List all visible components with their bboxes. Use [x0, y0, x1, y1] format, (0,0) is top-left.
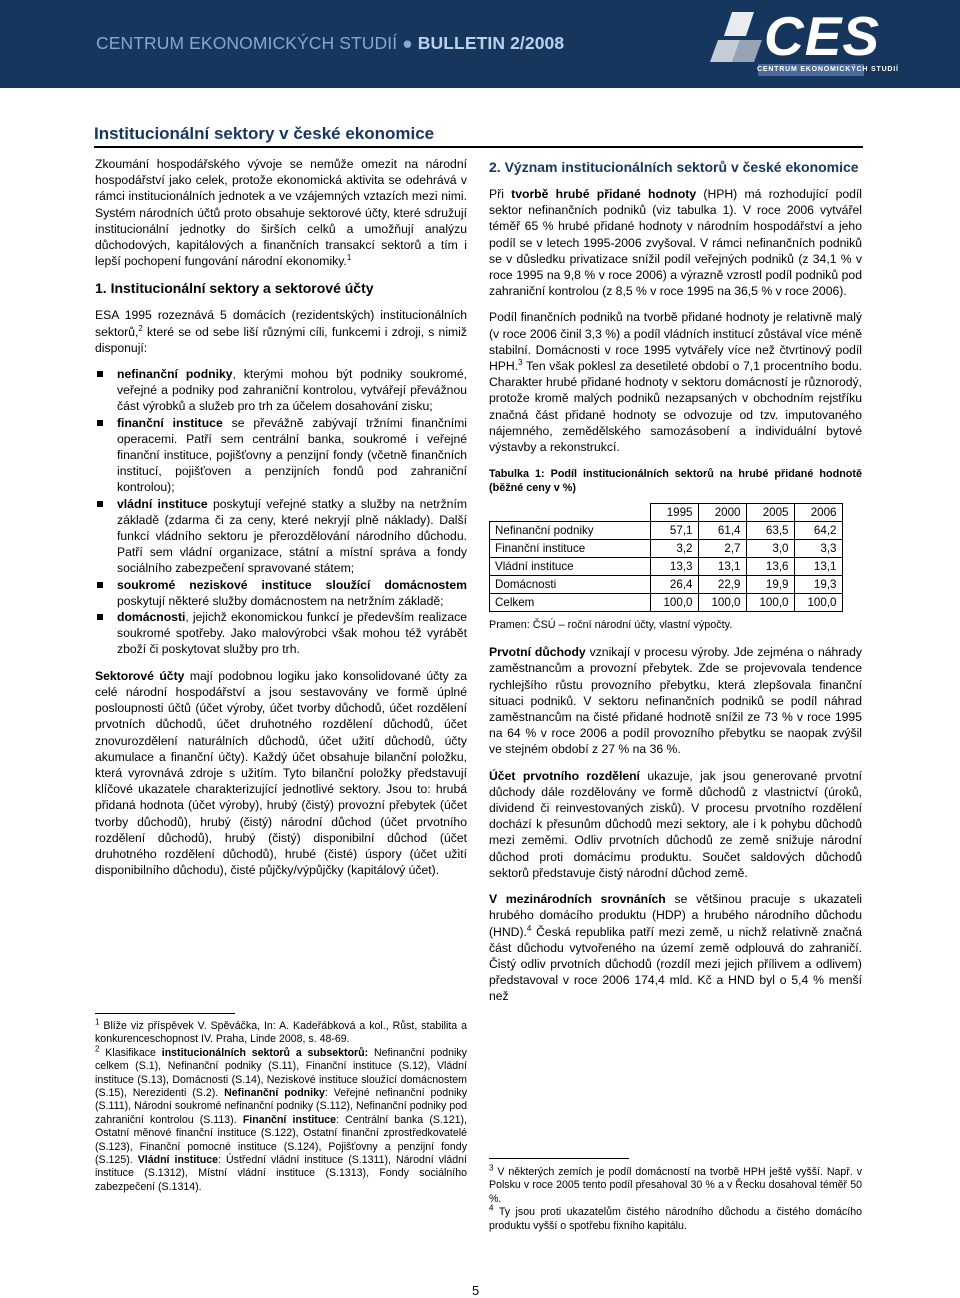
table-corner-cell: [490, 504, 651, 522]
table-cell: 19,3: [794, 576, 842, 594]
table-cell: 2,7: [698, 540, 746, 558]
table-cell: 3,2: [650, 540, 698, 558]
list-item: vládní instituce poskytují veřejné statky a služby na netržním základě (zdarma či za ceny, které nekryjí plně náklady). Další funkcí vládního sektoru je přerozdělování národního důchodu. Patří sem vládní organizace, státní a místní správa a fondy sociálního zabezpečení spravované státem;: [95, 496, 467, 577]
title-rule: [94, 146, 863, 148]
table-cell: 3,3: [794, 540, 842, 558]
footnote-rule-left: [95, 1013, 235, 1014]
table-cell: 13,1: [794, 558, 842, 576]
table-cell: 13,6: [746, 558, 794, 576]
page-number: 5: [472, 1283, 480, 1298]
table-cell: 63,5: [746, 522, 794, 540]
table-row-label: Domácnosti: [490, 576, 651, 594]
right-column: [489, 158, 862, 1005]
table-header-cell: 2005: [746, 504, 794, 522]
left-footnotes: [95, 1017, 467, 1194]
table-cell: 3,0: [746, 540, 794, 558]
footnote-1: $^1$ Blíže viz příspěvek V. Spěváčka, In: A. Kadeřábková a kol., Růst, stabilita a konkurenceschopnost IV. Praha, Linde 2008, s. 48-69.: [95, 1017, 467, 1046]
table-cell: 13,3: [650, 558, 698, 576]
right-footnotes: [489, 1163, 862, 1233]
table-source: Pramen: ČSÚ – roční národní účty, vlastní výpočty.: [489, 619, 733, 632]
financial-paragraph: Podíl finančních podniků na tvorbě přidané hodnoty je relativně malý (v roce 2006 činil 3,3 %) a podíl vládních institucí zůstával více méně stabilní. Domácnosti v roce 1995 vytvářely více než čtvrtinový podíl HPH.$^3$ Ten však poklesl za desetileté období o 7,1 procentního bodu. Charakter hrubé přidané hodnoty v sektoru domácností je různorodý, protože kromě malých podniků nezapsaných v obchodním rejstříku značná část přidané hodnoty se odvozuje od tzv. imputovaného nájemného, zemědělského samozásobení a individuální bytové výstavby a rekonstrukcí.: [489, 310, 862, 455]
section-1-heading: 1. Institucionální sektory a sektorové účty: [95, 280, 374, 297]
gva-paragraph: Při tvorbě hrubé přidané hodnoty (HPH) má rozhodující podíl sektor nefinančních podniků (viz tabulka 1). V roce 2006 vytvářel téměř 65 % hrubé přidané hodnoty v národním hospodářství a jeho podíl se v letech 1995-2006 zvyšoval. V rámci nefinančních podniků se v důsledku privatizace snížil podíl veřejných podniků (z 34,1 % v roce 1995 na 9,8 % v roce 2006) a výrazně vzrostl podíl podniků pod zahraniční kontrolou (z 8,5 % v roce 1995 na 36,5 % v roce 2006).: [489, 187, 862, 299]
table-cell: 100,0: [794, 594, 842, 612]
table-cell: 100,0: [746, 594, 794, 612]
table-cell: 61,4: [698, 522, 746, 540]
list-item: nefinanční podniky, kterými mohou být podniky soukromé, veřejné a podniky pod zahraniční kontrolou, vytvářejí převážnou část výrobků a služeb pro trh za účelem dosahování zisku;: [95, 366, 467, 415]
primary-income-paragraph: Prvotní důchody vznikají v procesu výroby. Jde zejména o náhrady zaměstnancům a provozní přebytek. Zde se projevovala tendence rychlejšího růstu provozního přebytku, která zlepšovala finanční situaci podniků. V sektoru nefinančních podniků se podíl náhrad zaměstnancům na čisté přidané hodnotě snížil ze 73 % v roce 1995 na 64 % v roce 2006 a podíl provozního přebytku se naopak zvýšil ve stejném období z 27 % na 36 %.: [489, 645, 863, 757]
table-cell: 100,0: [698, 594, 746, 612]
header-title: CENTRUM EKONOMICKÝCH STUDIÍ ● BULLETIN 2/2008: [96, 33, 565, 53]
table-cell: 57,1: [650, 522, 698, 540]
left-column: [95, 156, 467, 878]
logo-subtitle: CENTRUM EKONOMICKÝCH STUDIÍ: [757, 66, 899, 73]
table-cell: 22,9: [698, 576, 746, 594]
table-row-label: Vládní instituce: [490, 558, 651, 576]
esa-paragraph: ESA 1995 rozeznává 5 domácích (rezidentských) institucionálních sektorů,$^2$ které se od sebe liší různými cíli, funkcemi i zdroji, s nimiž disponují:: [95, 308, 467, 355]
table-total-row: [490, 594, 843, 612]
table-header-cell: 2000: [698, 504, 746, 522]
ces-logo: [674, 5, 899, 82]
section-2-heading: 2. Význam institucionálních sektorů v české ekonomice: [489, 159, 859, 175]
table-header-cell: 1995: [650, 504, 698, 522]
footnote-4: $^4$ Ty jsou proti ukazatelům čistého národního důchodu a čistého domácího produktu vyšší o spotřebu fixního kapitálu.: [489, 1203, 862, 1232]
sector-list: [95, 366, 467, 658]
international-paragraph: V mezinárodních srovnáních se většinou pracuje s ukazateli hrubého domácího produktu (HDP) a hrubého národního důchodu (HND).$^4$ Česká republika patří mezi země, u nichž relativně značná část důchodu vytvořeného na území země odplouvá do zahraničí. Čistý odliv prvotních důchodů (rozdíl mezi jejich přílivem a odlivem) představoval v roce 2006 174,4 mld. Kč a HND byl o 5,4 % menší než: [489, 892, 862, 1004]
table-caption: Tabulka 1: Podíl institucionálních sektorů na hrubé přidané hodnotě (běžné ceny v %): [489, 468, 862, 495]
logo-text: CES: [764, 5, 881, 67]
table-cell: 100,0: [650, 594, 698, 612]
table-row: [490, 558, 843, 576]
primary-distribution-paragraph: Účet prvotního rozdělení ukazuje, jak jsou generované prvotní důchody dále rozdělovány ve formě důchodů z vlastnictví (úroků, dividend či reinvestovaných zisků). V procesu prvotního rozdělení dochází k přesunům důchodů mezi sektory, ale i k pohybu důchodů mezi zeměmi. Odliv prvotních důchodů ze země snižuje národní důchod proti domácímu produktu. Součet saldových důchodů sektorů představuje čistý národní důchod země.: [489, 768, 862, 880]
footnote-rule-right: [489, 1158, 629, 1159]
table-row-label: Celkem: [490, 594, 651, 612]
list-item: finanční instituce se převážně zabývají tržními finančními operacemi. Patří sem centrální banka, soukromé i veřejné finanční instituce, pojišťovny a penzijní fondy (včetně finančních institucí, pojišťoven a penzijních fondů pod zahraniční kontrolou);: [95, 415, 467, 496]
bulletin-header: [0, 0, 960, 88]
table-cell: 13,1: [698, 558, 746, 576]
table-row: [490, 522, 843, 540]
list-item: domácnosti, jejichž ekonomickou funkcí je především realizace soukromé spotřeby. Jako malovýrobci však mohou též vyrábět zboží či poskytovat služby pro trh.: [95, 609, 467, 658]
table-row-label: Finanční instituce: [490, 540, 651, 558]
table-cell: 26,4: [650, 576, 698, 594]
table-cell: 19,9: [746, 576, 794, 594]
table-cell: 64,2: [794, 522, 842, 540]
table-row: [490, 576, 843, 594]
table-row: [490, 540, 843, 558]
table-header-row: [490, 504, 843, 522]
table-header-cell: 2006: [794, 504, 842, 522]
gva-share-table: [489, 503, 843, 612]
table-row-label: Nefinanční podniky: [490, 522, 651, 540]
footnote-2: $^2$ Klasifikace institucionálních sektorů a subsektorů: Nefinanční podniky celkem (S.1), Nefinanční podniky (S.11), Finanční instituce (S.12), Vládní instituce (S.13), Domácnosti (S.14), Neziskové instituce sloužící domácnostem (S.15), Nerezidenti (S.2). Nefinanční podniky: Veřejné nefinanční podniky (S.111), Národní soukromé nefinanční podniky (S.112), Nefinanční podniky pod zahraniční kontrolou (S.113). Finanční instituce: Centrální banka (S.121), Ostatní měnové finanční instituce (S.122), Ostatní finanční zprostředkovatelé (S.123), Finanční pomocné instituce (S.124), Pojišťovny a penzijní fondy (S.125). Vládní instituce: Ústřední vládní instituce (S.1311), Národní vládní instituce (S.1312), Místní vládní instituce (S.1313), Fondy sociálního zabezpečení (S.1314).: [95, 1044, 467, 1193]
footnote-3: $^3$ V některých zemích je podíl domácností na tvorbě HPH ještě vyšší. Např. v Polsku v roce 2005 tento podíl přesahoval 30 % a v Řecku dosahoval téměř 50 %.: [489, 1163, 862, 1205]
article-title: Institucionální sektory v české ekonomice: [94, 124, 435, 143]
intro-paragraph: Zkoumání hospodářského vývoje se nemůže omezit na národní hospodářství jako celek, protože ekonomická aktivita se odehrává v rámci institucionálních jednotek a ve vzájemných vztazích mezi nimi. Systém národních účtů proto obsahuje sektorové účty, které sdružují institucionální jednotky do širších celků a umožňují analýzu důchodových, kapitálových a finančních transakcí sektorů a tím i lepší pochopení fungování národní ekonomiky.$^1$: [95, 157, 467, 269]
list-item: soukromé neziskové instituce sloužící domácnostem poskytují některé služby domácnostem na netržním základě;: [95, 577, 467, 609]
sector-accounts-paragraph: Sektorové účty mají podobnou logiku jako konsolidované účty za celé národní hospodářství a jsou sestavovány ve formě úplné posloupnosti účtů (účet výroby, účet tvorby důchodů, účet rozdělení prvotních důchodů, účet druhotného rozdělení důchodů, účet znovurozdělení naturálních důchodů, účet užití důchodů, účty akumulace a finanční účty). Každý účet obsahuje bilanční položku, která vyrovnává zdroje s užitím. Tyto bilanční položky představují klíčové ukazatele charakterizující jednotlivé sektory. Jsou to: hrubá přidaná hodnota (účet výroby), hrubý (čistý) provozní přebytek (účet tvorby důchodů), hrubý (čistý) národní důchod (účet prvotního rozdělení důchodů), hrubý (čistý) disponibilní důchod (účet druhotného rozdělení důchodů), hrubé (čisté) úspory (účet užití disponibilního důchodu), čisté půjčky/výpůjčky (kapitálový účet).: [95, 668, 467, 878]
